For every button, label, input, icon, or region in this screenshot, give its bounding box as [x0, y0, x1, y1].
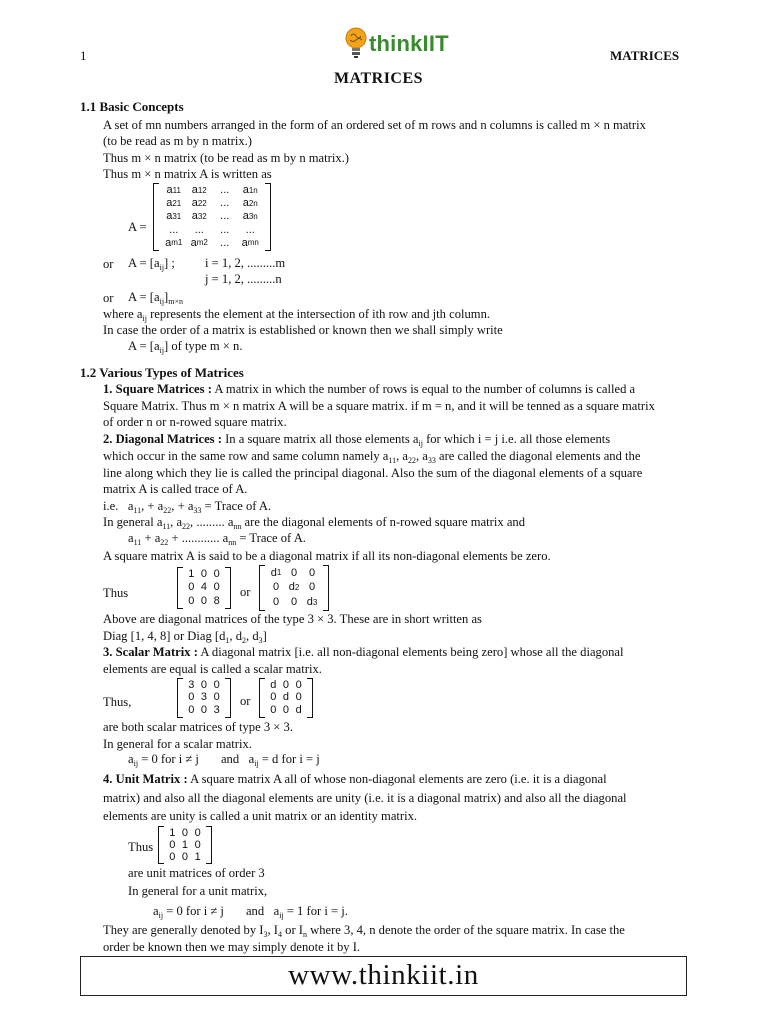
- matrix-cell: d: [270, 678, 277, 691]
- general-diagonal: In general $a_{11}$, $a_{22}$, ......... $a_{nn}$ are the diagonal elements of n-rowed square matrix and: [103, 515, 526, 531]
- matrix-cell: 0: [308, 581, 316, 594]
- para-definition-cont: (to be read as m by n matrix.): [103, 134, 252, 148]
- unit-matrix-para: [103, 771, 607, 787]
- matrix-cell: ...: [220, 236, 230, 249]
- matrix-cell: a 12: [191, 184, 207, 197]
- matrix-cell: d 1: [270, 566, 282, 579]
- matrix-cell: a 31: [166, 210, 182, 223]
- j-range: j = 1, 2, .........n: [205, 272, 282, 286]
- matrix-cell: 0: [194, 838, 201, 851]
- lightbulb-icon: [343, 26, 369, 60]
- matrix-cell: 0: [188, 594, 195, 607]
- trace-n: $a_{11} + a_{22}$ + ............ $a_{nn}$ = Trace of A.: [128, 531, 306, 547]
- matrix-cell: 1: [169, 826, 176, 839]
- order-known-text: In case the order of a matrix is established or known then we shall simply write: [103, 323, 503, 337]
- aij-equation: $A = [a_{ij}]$ ;: [128, 256, 175, 272]
- matrix-cell: 0: [282, 704, 290, 717]
- matrix-cell: 0: [213, 678, 220, 691]
- diagonal-matrix-example-1: [177, 567, 231, 609]
- unit-matrix-text: elements are unity is called a unit matrix or an identity matrix.: [103, 809, 418, 823]
- matrix-cell: 8: [213, 594, 220, 607]
- footer-banner: [80, 956, 687, 996]
- unit-matrix-example: [158, 826, 212, 864]
- matrix-cell: 0: [290, 596, 298, 609]
- matrix-cell: d: [295, 704, 302, 717]
- diagonal-matrix-text: which occur in the same row and same column namely $a_{11}$, $a_{22}$, $a_{33}$ are called the diagonal elements and the: [103, 449, 641, 465]
- aij-mn-equation: $A = [a_{ij}]_{m\times n}$: [128, 290, 183, 306]
- matrix-cell: a 11: [166, 184, 181, 197]
- general-scalar-text: In general for a scalar matrix.: [103, 737, 252, 751]
- matrix-cell: 0: [213, 568, 220, 581]
- matrix-cell: 0: [270, 691, 277, 704]
- matrix-cell: 0: [181, 850, 189, 863]
- matrix-cell: a 22: [191, 197, 207, 210]
- matrix-cell: 1: [188, 568, 195, 581]
- or-label: or: [103, 257, 114, 271]
- matrix-cell: a mn: [241, 236, 259, 249]
- section-heading-basic: 1.1 Basic Concepts: [80, 99, 184, 114]
- or-label: or: [103, 291, 114, 305]
- section-heading-types: 1.2 Various Types of Matrices: [80, 365, 244, 380]
- unit-matrix-text: matrix) and also all the diagonal elements are unity (i.e. it is a diagonal matrix) and also all the diagonal: [103, 791, 627, 805]
- diagonal-matrix-label: 2. Diagonal Matrices :: [103, 432, 222, 446]
- square-matrix-para: [103, 381, 635, 397]
- header-section: MATRICES: [610, 48, 680, 63]
- square-matrix-text: A matrix in which the number of rows is equal to the number of columns is called a: [211, 382, 636, 396]
- denoted-text: They are generally denoted by $I_3$, $I_4$ or $I_n$ where 3, 4, n denote the order of the square matrix. In case the: [103, 923, 625, 939]
- unit-matrix-text: A square matrix A all of whose non-diagonal elements are zero (i.e. it is a diagonal: [187, 772, 607, 786]
- matrix-cell: d 3: [306, 596, 318, 609]
- square-matrix-text: of order n or n-rowed square matrix.: [103, 415, 287, 429]
- square-matrix-label: 1. Square Matrices :: [103, 382, 212, 396]
- matrix-cell: a m2: [190, 236, 208, 249]
- matrix-cell: 3: [213, 704, 220, 717]
- matrix-cell: 0: [200, 678, 208, 691]
- a-equals-label: A =: [128, 220, 147, 234]
- scalar-matrix-text: A diagonal matrix [i.e. all non-diagonal elements being zero] whose all the diagonal: [197, 645, 624, 659]
- diag-short-notation: Diag [1, 4, 8] or Diag [$d_1$, $d_2$, $d_3$]: [103, 629, 267, 645]
- matrix-cell: a m1: [165, 236, 183, 249]
- diagonal-definition: A square matrix A is said to be a diagonal matrix if all its non-diagonal elements be zero.: [103, 549, 551, 563]
- matrix-cell: 0: [169, 850, 176, 863]
- scalar-matrix-label: 3. Scalar Matrix :: [103, 645, 198, 659]
- matrix-cell: 0: [188, 581, 195, 594]
- matrix-cell: 0: [213, 581, 220, 594]
- trace-3: i.e. $a_{11}$, + $a_{22}$, + $a_{33}$ = Trace of A.: [103, 499, 272, 515]
- or-label: or: [240, 694, 251, 708]
- diagonal-matrix-para: 2. Diagonal Matrices : In a square matrix all those elements $a_{ij}$ for which i = j i.e. all those elements: [103, 432, 611, 448]
- matrix-cell: 0: [270, 704, 277, 717]
- matrix-cell: ...: [220, 184, 230, 197]
- scalar-matrix-para: [103, 644, 624, 660]
- denoted-text: order be known then we may simply denote it by I.: [103, 940, 361, 954]
- scalar-rule: $a_{ij} = 0$ for i ≠ j and $a_{ij} = d$ for i = j: [128, 752, 320, 768]
- matrix-cell: 0: [295, 691, 302, 704]
- para-definition: A set of mn numbers arranged in the form of an ordered set of m rows and n columns is called m × n matrix: [103, 118, 646, 132]
- matrix-cell: d: [282, 691, 290, 704]
- page-title: MATRICES: [334, 70, 424, 87]
- matrix-cell: 0: [169, 838, 176, 851]
- thus-label: Thus,: [103, 695, 132, 709]
- general-unit-text: In general for a unit matrix,: [128, 884, 268, 898]
- website-link[interactable]: www.thinkiit.in: [288, 959, 479, 991]
- matrix-cell: 0: [188, 704, 195, 717]
- matrix-cell: d 2: [288, 581, 300, 594]
- matrix-cell: 3: [200, 691, 208, 704]
- matrix-cell: ...: [194, 223, 204, 236]
- or-label: or: [240, 585, 251, 599]
- matrix-cell: ...: [220, 197, 230, 210]
- where-text: where $a_{ij}$ represents the element at the intersection of ith row and jth column.: [103, 307, 491, 323]
- matrix-cell: 0: [200, 568, 208, 581]
- matrix-cell: a 3n: [242, 210, 258, 223]
- thus-label: Thus: [128, 840, 154, 854]
- diagonal-matrix-example-2: [259, 565, 329, 611]
- matrix-cell: a 1n: [242, 184, 258, 197]
- matrix-cell: 0: [200, 704, 208, 717]
- matrix-cell: ...: [220, 223, 230, 236]
- matrix-cell: 0: [194, 826, 201, 839]
- matrix-cell: 0: [272, 581, 280, 594]
- matrix-cell: ...: [220, 210, 230, 223]
- para-written-as: Thus m × n matrix A is written as: [103, 167, 272, 181]
- unit-matrix-label: 4. Unit Matrix :: [103, 772, 188, 786]
- matrix-cell: 0: [272, 596, 280, 609]
- unit-order-text: are unit matrices of order 3: [128, 866, 265, 880]
- matrix-cell: a 21: [166, 197, 182, 210]
- matrix-cell: 1: [194, 850, 201, 863]
- matrix-cell: 1: [181, 838, 189, 851]
- scalar-matrix-example-2: [259, 678, 313, 718]
- matrix-cell: 0: [181, 826, 189, 839]
- matrix-cell: 0: [282, 678, 290, 691]
- page-number: 1: [80, 48, 87, 63]
- scalar-matrix-text: elements are equal is called a scalar matrix.: [103, 662, 322, 676]
- thus-label: Thus: [103, 586, 129, 600]
- unit-rule: $a_{ij} = 0$ for i ≠ j and $a_{ij} = 1$ for i = j.: [153, 904, 348, 920]
- square-matrix-text: Square Matrix. Thus m × n matrix A will be a square matrix. if m = n, and it will be tenned as a square matrix: [103, 399, 655, 413]
- type-text: $A = [a_{ij}]$ of type m × n.: [128, 339, 243, 355]
- para-thus-mn: Thus m × n matrix (to be read as m by n matrix.): [103, 151, 349, 165]
- i-range: i = 1, 2, .........m: [205, 256, 286, 270]
- matrix-cell: 0: [295, 678, 302, 691]
- brand-name: thinkIIT: [369, 31, 449, 56]
- matrix-cell: ...: [245, 223, 255, 236]
- matrix-cell: 4: [200, 581, 208, 594]
- matrix-cell: a 2n: [242, 197, 258, 210]
- matrix-cell: 0: [213, 691, 220, 704]
- diagonal-matrix-text: matrix A is called trace of A.: [103, 482, 248, 496]
- matrix-cell: 0: [290, 566, 298, 579]
- diagonal-matrix-text: line along which they lie is called the principal diagonal. Also the sum of the diagonal elements of a square: [103, 466, 643, 480]
- matrix-cell: ...: [169, 223, 179, 236]
- matrix-cell: 0: [200, 594, 208, 607]
- both-scalar-text: are both scalar matrices of type 3 × 3.: [103, 720, 293, 734]
- matrix-cell: 3: [188, 678, 195, 691]
- general-matrix: [153, 183, 271, 251]
- above-text: Above are diagonal matrices of the type 3 × 3. These are in short written as: [103, 612, 482, 626]
- matrix-cell: 0: [308, 566, 316, 579]
- scalar-matrix-example-1: [177, 678, 231, 718]
- matrix-cell: a 32: [191, 210, 207, 223]
- matrix-cell: 0: [188, 691, 195, 704]
